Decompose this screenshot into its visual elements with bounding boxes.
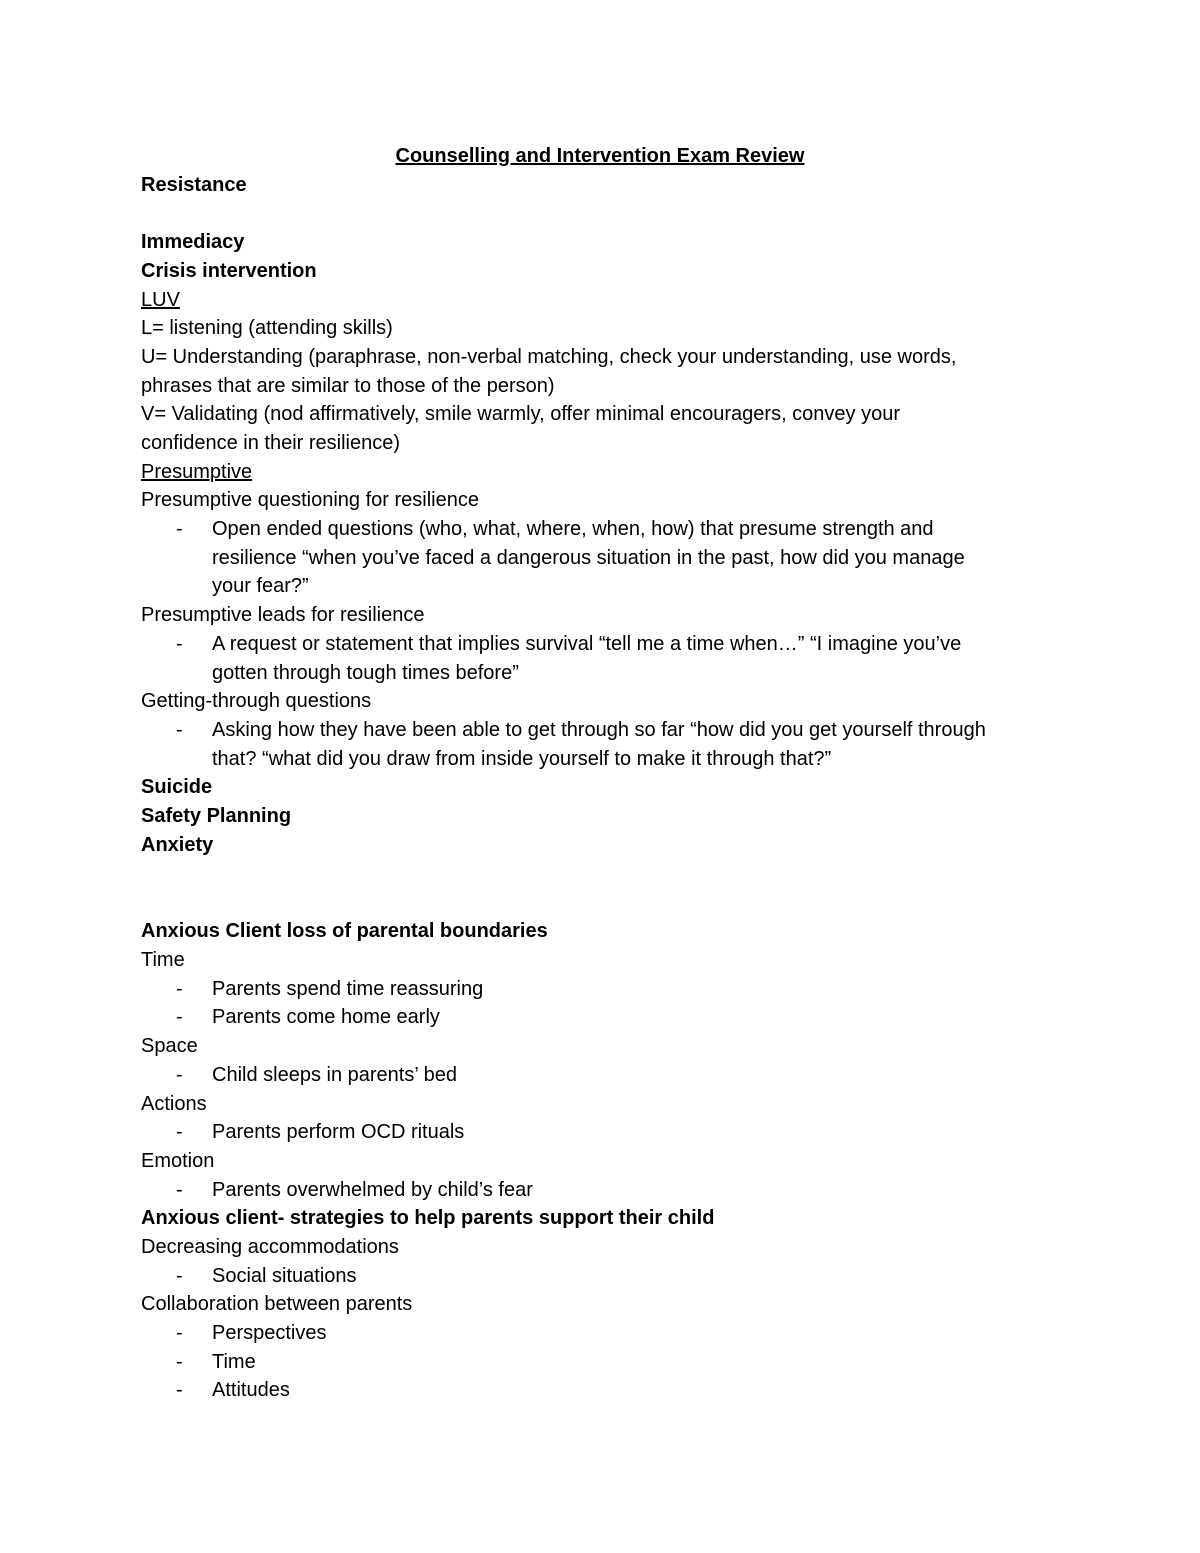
- luv-validating-cont: confidence in their resilience): [141, 432, 401, 454]
- heading-strategies: Anxious client- strategies to help parents support their child: [141, 1207, 715, 1229]
- subheading-actions: Actions: [141, 1093, 207, 1115]
- list-item-cont: your fear?”: [212, 575, 309, 597]
- list-item-cont: that? “what did you draw from inside yourself to make it through that?”: [212, 748, 832, 770]
- subheading-space: Space: [141, 1035, 198, 1057]
- bullet-dash: -: [176, 1179, 183, 1201]
- subheading-decreasing-accommodations: Decreasing accommodations: [141, 1236, 399, 1258]
- list-item: Open ended questions (who, what, where, when, how) that presume strength and: [212, 518, 934, 540]
- luv-understanding: U= Understanding (paraphrase, non-verbal matching, check your understanding, use words,: [141, 346, 957, 368]
- list-item: Parents overwhelmed by child’s fear: [212, 1179, 533, 1201]
- heading-crisis-intervention: Crisis intervention: [141, 260, 317, 282]
- bullet-dash: -: [176, 1265, 183, 1287]
- list-item: Attitudes: [212, 1379, 290, 1401]
- luv-listening: L= listening (attending skills): [141, 317, 393, 339]
- heading-luv: LUV: [141, 289, 180, 311]
- luv-understanding-cont: phrases that are similar to those of the person): [141, 375, 555, 397]
- list-item: A request or statement that implies survival “tell me a time when…” “I imagine you’ve: [212, 633, 962, 655]
- heading-resistance: Resistance: [141, 174, 247, 196]
- bullet-dash: -: [176, 719, 183, 741]
- heading-parental-boundaries: Anxious Client loss of parental boundaries: [141, 920, 548, 942]
- list-item: Parents perform OCD rituals: [212, 1121, 465, 1143]
- subheading-emotion: Emotion: [141, 1150, 215, 1172]
- subheading-time: Time: [141, 949, 185, 971]
- page-title: Counselling and Intervention Exam Review: [395, 145, 805, 167]
- heading-immediacy: Immediacy: [141, 231, 245, 253]
- list-item: Parents come home early: [212, 1006, 440, 1028]
- list-item-cont: resilience “when you’ve faced a dangerous situation in the past, how did you manage: [212, 547, 965, 569]
- heading-suicide: Suicide: [141, 776, 213, 798]
- list-item-cont: gotten through tough times before”: [212, 662, 519, 684]
- list-item: Asking how they have been able to get through so far “how did you get yourself through: [212, 719, 986, 741]
- list-item: Child sleeps in parents’ bed: [212, 1064, 457, 1086]
- list-item: Time: [212, 1351, 256, 1373]
- heading-presumptive: Presumptive: [141, 461, 253, 483]
- list-item: Social situations: [212, 1265, 357, 1287]
- subheading-presumptive-questioning: Presumptive questioning for resilience: [141, 489, 479, 511]
- bullet-dash: -: [176, 1379, 183, 1401]
- list-item: Parents spend time reassuring: [212, 978, 484, 1000]
- subheading-getting-through: Getting-through questions: [141, 690, 372, 712]
- bullet-dash: -: [176, 518, 183, 540]
- bullet-dash: -: [176, 633, 183, 655]
- heading-anxiety: Anxiety: [141, 834, 214, 856]
- bullet-dash: -: [176, 1322, 183, 1344]
- bullet-dash: -: [176, 978, 183, 1000]
- heading-safety-planning: Safety Planning: [141, 805, 292, 827]
- subheading-presumptive-leads: Presumptive leads for resilience: [141, 604, 425, 626]
- bullet-dash: -: [176, 1351, 183, 1373]
- subheading-collaboration: Collaboration between parents: [141, 1293, 413, 1315]
- luv-validating: V= Validating (nod affirmatively, smile warmly, offer minimal encouragers, convey your: [141, 403, 901, 425]
- bullet-dash: -: [176, 1064, 183, 1086]
- bullet-dash: -: [176, 1121, 183, 1143]
- list-item: Perspectives: [212, 1322, 327, 1344]
- bullet-dash: -: [176, 1006, 183, 1028]
